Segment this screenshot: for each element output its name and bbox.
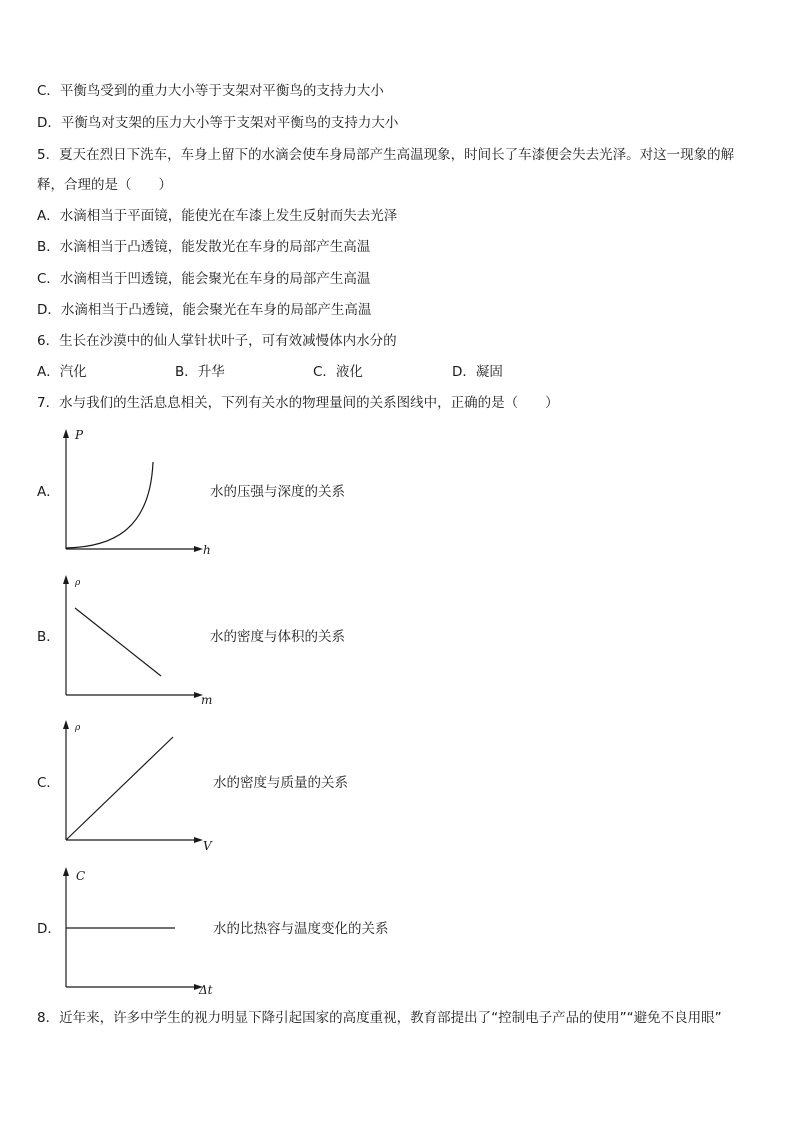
q7-option-a-letter: A． [37,484,60,500]
q7-option-c-graph [55,713,215,853]
y-axis-label: ρ [75,723,81,733]
q7-option-a-graph [55,422,215,562]
q5-option-c: C．水滴相当于凹透镜，能会聚光在车身的局部产生高温 [37,271,371,287]
q7-option-b-graph [55,568,215,708]
y-axis-arrow [63,575,69,584]
q7-option-d-graph [55,860,215,1000]
q7-option-d-description: 水的比热容与温度变化的关系 [213,921,389,937]
x-axis-label: Δt [199,983,213,997]
q7-stem: 7．水与我们的生活息息相关，下列有关水的物理量间的关系图线中，正确的是（ ） [37,395,559,411]
q7-option-c-description: 水的密度与质量的关系 [213,775,348,791]
x-axis-arrow [194,546,203,552]
q5-stem-line-2: 释，合理的是（ ） [37,177,172,193]
q6-stem: 6．生长在沙漠中的仙人掌针状叶子，可有效减慢体内水分的 [37,333,397,349]
q6-option-a: A．汽化 [37,364,87,380]
density-volume-line [75,608,161,676]
q7-option-c-letter: C． [37,775,60,791]
q4-option-d: D．平衡鸟对支架的压力大小等于支架对平衡鸟的支持力大小 [37,115,399,131]
q6-option-d: D．凝固 [452,364,503,380]
x-axis-label: V [203,839,212,853]
x-axis-arrow [194,837,203,843]
q7-option-d-letter: D． [37,921,61,937]
q4-option-c: C．平衡鸟受到的重力大小等于支架对平衡鸟的支持力大小 [37,83,384,99]
y-axis-arrow [63,429,69,438]
q7-option-b-description: 水的密度与体积的关系 [210,629,345,645]
q5-stem-line-1: 5．夏天在烈日下洗车，车身上留下的水滴会使车身局部产生高温现象，时间长了车漆便会失去光泽。对这一现象的解 [37,147,735,163]
x-axis-label: m [201,693,213,707]
x-axis-label: h [203,543,211,557]
density-mass-line [66,737,173,840]
q5-option-a: A．水滴相当于平面镜，能使光在车漆上发生反射而失去光泽 [37,208,398,224]
pressure-depth-curve [66,462,153,548]
y-axis-label: ρ [75,578,81,588]
y-axis-label: C [76,869,86,883]
y-axis-arrow [63,720,69,729]
q6-option-c: C．液化 [313,364,363,380]
q7-option-a-description: 水的压强与深度的关系 [210,484,345,500]
q8-stem: 8．近年来，许多中学生的视力明显下降引起国家的高度重视，教育部提出了“控制电子产品的使用”“避免不良用眼” [37,1010,722,1026]
q7-option-b-letter: B． [37,629,60,645]
y-axis-label: P [75,428,84,442]
q5-option-b: B．水滴相当于凸透镜，能发散光在车身的局部产生高温 [37,239,371,255]
q6-option-b: B．升华 [175,364,225,380]
q5-option-d: D．水滴相当于凸透镜，能会聚光在车身的局部产生高温 [37,302,372,318]
y-axis-arrow [63,867,69,876]
